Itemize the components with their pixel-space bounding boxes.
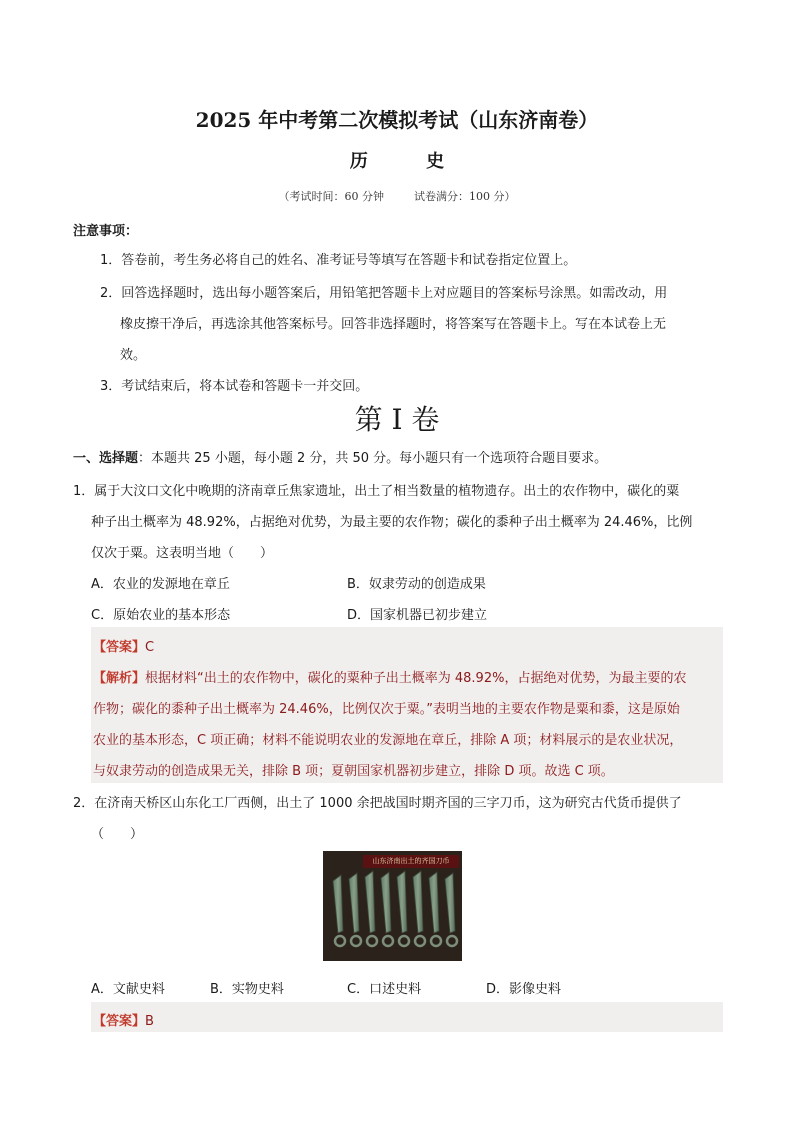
q1-option-a: A．农业的发源地在章丘: [91, 577, 230, 592]
knife-coin-photo: [323, 851, 462, 961]
notice-item-2: 2．回答选择题时，选出每小题答案后，用铅笔把答题卡上对应题目的答案标号涂黑。如需改动，用: [100, 286, 668, 301]
q1-stem-line-1: 1．属于大汶口文化中晚期的济南章丘焦家遗址，出土了相当数量的植物遗存。出土的农作物中，碳化的粟: [73, 484, 680, 499]
notice-item-3: 3．考试结束后，将本试卷和答题卡一并交回。: [100, 379, 369, 394]
q2-answer: [93, 1010, 154, 1029]
q2-option-a: A．文献史料: [91, 982, 165, 997]
q1-analysis-line-1: [93, 667, 686, 686]
knife-coins-illustration: [323, 851, 462, 961]
q2-option-c: C．口述史料: [347, 982, 422, 997]
q1-analysis-line-3: 农业的基本形态，C 项正确；材料不能说明农业的发源地在章丘，排除 A 项；材料展示的是农业状况，: [93, 733, 683, 748]
q1-analysis-label: 【解析】: [93, 671, 146, 686]
q1-answer-label: 【答案】: [93, 640, 146, 655]
exam-time: （考试时间：60 分钟: [278, 190, 384, 203]
exam-meta: [0, 188, 794, 204]
q1-analysis-text-1: 根据材料“出土的农作物中，碳化的粟种子出土概率为 48.92%，占据绝对优势，为最主要的农: [145, 671, 687, 686]
subject-title: 历 史: [349, 151, 471, 172]
q1-analysis-line-2: 作物；碳化的黍种子出土概率为 24.46%，比例仅次于粟。”表明当地的主要农作物是粟和黍，这是原始: [93, 702, 680, 717]
q1-stem-line-3: 仅次于粟。这表明当地（ ）: [91, 546, 274, 561]
q2-option-b: B．实物史料: [210, 982, 284, 997]
q1-option-b: B．奴隶劳动的创造成果: [347, 577, 486, 592]
knife-coin-3: [365, 871, 377, 946]
exam-title: 2025 年中考第二次模拟考试（山东济南卷）: [195, 108, 599, 132]
q1-analysis-line-4: 与奴隶劳动的创造成果无关，排除 B 项；夏朝国家机器初步建立，排除 D 项。故选 C 项。: [93, 764, 614, 779]
knife-coin-5: [397, 871, 409, 946]
notice-item-1: 1．答卷前，考生务必将自己的姓名、准考证号等填写在答题卡和试卷指定位置上。: [100, 253, 577, 268]
q1-option-d: D．国家机器已初步建立: [347, 608, 488, 623]
q2-answer-box: [91, 1002, 723, 1032]
knife-coin-8: [445, 873, 457, 946]
knife-coin-2: [349, 873, 361, 946]
section-intro-rest: ：本题共 25 小题，每小题 2 分，共 50 分。每小题只有一个选项符合题目要求。: [138, 451, 608, 466]
q2-stem-line-1: 2．在济南天桥区山东化工厂西侧，出土了 1000 余把战国时期齐国的三字刀币，这为研究古代货币提供了: [73, 796, 682, 811]
section-title: 第 I 卷: [354, 403, 440, 436]
knife-coin-6: [413, 871, 425, 946]
knife-coin-1: [333, 875, 345, 946]
section-intro-head: 一、选择题: [73, 451, 139, 466]
section-intro: [73, 447, 607, 466]
notice-item-2-cont: 橡皮擦干净后，再选涂其他答案标号。回答非选择题时，将答案写在答题卡上。写在本试卷上无: [120, 317, 667, 332]
q2-stem-line-2: （ ）: [91, 827, 144, 842]
knife-coin-7: [429, 872, 441, 946]
q1-option-c: C．原始农业的基本形态: [91, 608, 231, 623]
q1-stem-line-2: 种子出土概率为 48.92%，占据绝对优势，为最主要的农作物；碳化的黍种子出土概率为 24.46%，比例: [91, 515, 693, 530]
knife-coin-caption: 山东济南出土的齐国刀币: [363, 855, 459, 868]
q1-answer-value: C: [145, 640, 155, 655]
q1-answer: [93, 636, 154, 655]
q2-answer-label: 【答案】: [93, 1014, 146, 1029]
notice-heading: 注意事项：: [73, 224, 139, 239]
notice-item-2-end: 效。: [120, 348, 147, 363]
knife-coin-4: [381, 872, 393, 946]
q2-option-d: D．影像史料: [486, 982, 562, 997]
q2-answer-value: B: [145, 1014, 154, 1029]
full-score: 试卷满分：100 分）: [414, 190, 516, 203]
